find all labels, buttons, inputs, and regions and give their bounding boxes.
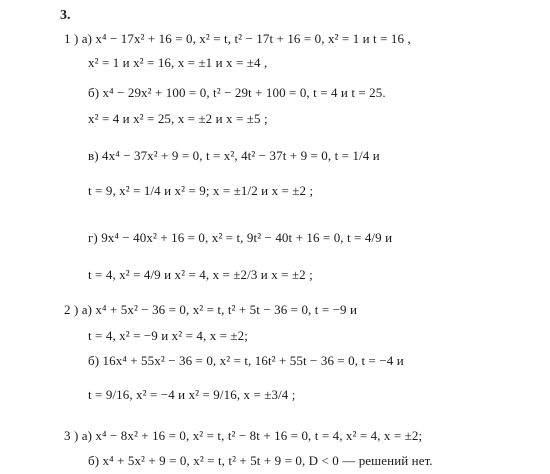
line-3b: б) x⁴ + 5x² + 9 = 0, x² = t, t² + 5t + 9 = 0, D < 0 — решений нет. <box>88 453 433 468</box>
line-1b-cont: x² = 4 и x² = 25, x = ±2 и x = ±5 ; <box>88 111 268 126</box>
line-2b-cont: t = 9/16, x² = −4 и x² = 9/16, x = ±3/4 ; <box>88 387 296 402</box>
line-1a-cont: x² = 1 и x² = 16, x = ±1 и x = ±4 , <box>88 55 268 70</box>
line-1a: 1 ) а) x⁴ − 17x² + 16 = 0, x² = t, t² − 17t + 16 = 0, x² = 1 и t = 16 , <box>64 31 411 46</box>
line-2a-cont: t = 4, x² = −9 и x² = 4, x = ±2; <box>88 328 248 343</box>
line-1b: б) x⁴ − 29x² + 100 = 0, t² − 29t + 100 = 0, t = 4 и t = 25. <box>88 85 386 100</box>
line-3a: 3 ) а) x⁴ − 8x² + 16 = 0, x² = t, t² − 8t + 16 = 0, t = 4, x² = 4, x = ±2; <box>64 428 423 443</box>
problem-number: 3. <box>60 8 71 23</box>
line-1g: г) 9x⁴ − 40x² + 16 = 0, x² = t, 9t² − 40t + 16 = 0, t = 4/9 и <box>88 230 393 245</box>
line-1g-cont: t = 4, x² = 4/9 и x² = 4, x = ±2/3 и x = ±2 ; <box>88 267 313 282</box>
line-1v-cont: t = 9, x² = 1/4 и x² = 9; x = ±1/2 и x = ±2 ; <box>88 183 314 198</box>
line-2a: 2 ) а) x⁴ + 5x² − 36 = 0, x² = t, t² + 5t − 36 = 0, t = −9 и <box>64 302 358 317</box>
line-2b: б) 16x⁴ + 55x² − 36 = 0, x² = t, 16t² + 55t − 36 = 0, t = −4 и <box>88 353 404 368</box>
line-1v: в) 4x⁴ − 37x² + 9 = 0, t = x², 4t² − 37t + 9 = 0, t = 1/4 и <box>88 148 380 163</box>
